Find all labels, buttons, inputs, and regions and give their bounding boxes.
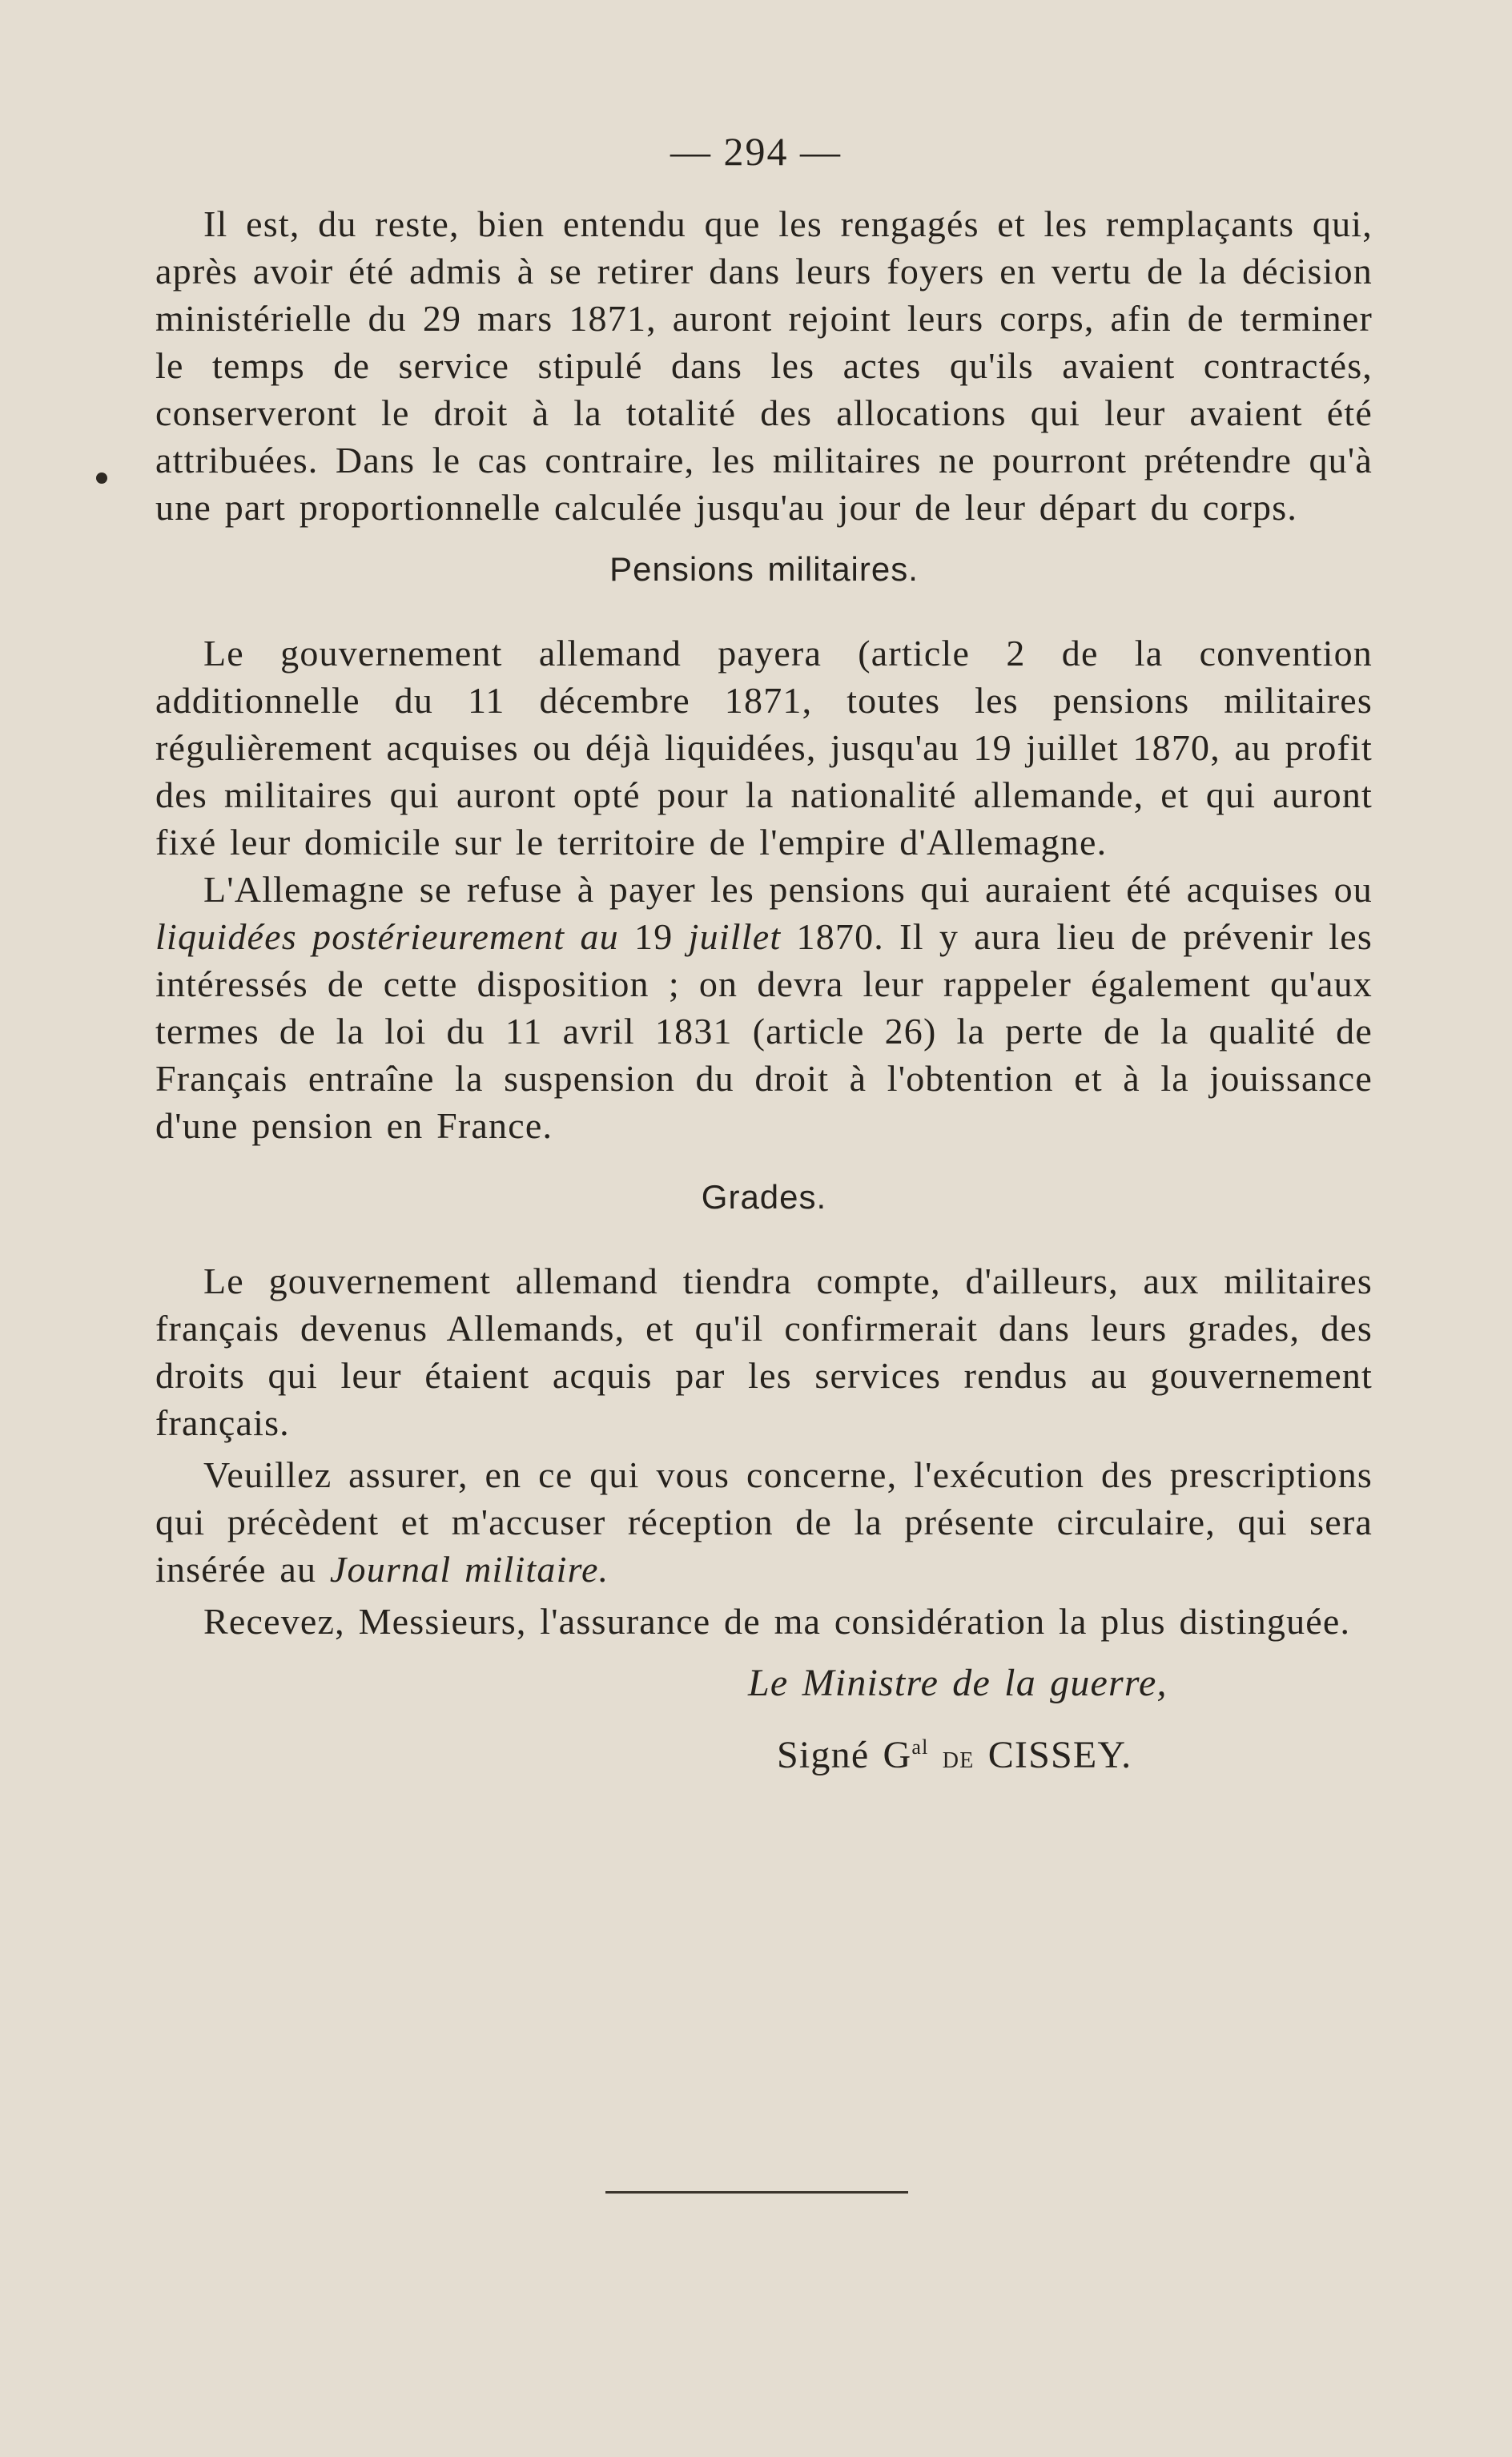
paragraph-rengages: Il est, du reste, bien entendu que les rengagés et les remplaçants qui, après avoir été admis à se retirer dans leurs foyers en vertu de la décision ministérielle du 29 mars 1871, auront rejoint leurs corps, afin de terminer le temps de service stipulé dans les actes qu'ils avaient contractés, conserveront le droit à la totalité des allocations qui leur avaient été attribuées. Dans le cas contraire, les militaires ne pourront prétendre qu'à une part proportionnelle calculée jusqu'au jour de leur départ du corps.: [155, 203, 1373, 528]
signature-name: CISSEY.: [987, 1734, 1132, 1776]
closing-rule: [605, 2191, 908, 2194]
text-segment: 19: [618, 916, 689, 957]
page-number: — 294 —: [670, 129, 842, 174]
text-segment: L'Allemagne se refuse à payer les pensions qui auraient été acquises ou: [203, 869, 1373, 910]
signature-line: [777, 1723, 1373, 1781]
text-segment: Veuillez assurer, en ce qui vous concerne, l'exécution des prescriptions qui précèdent et m'accuser réception de la présente circulaire, qui sera insérée au: [155, 1454, 1373, 1590]
italic-segment: juillet: [688, 916, 782, 957]
signature-particle: de: [942, 1739, 975, 1775]
paragraph-pensions: Le gouvernement allemand payera (article 2 de la convention additionnelle du 11 décembre 1871, toutes les pensions militaires régulièrement acquises ou déjà liquidées, jusqu'au 19 juillet 1870, au profit des militaires qui auront opté pour la nationalité allemande, et qui auront fixé leur domicile sur le territoire de l'empire d'Allemagne.: [155, 633, 1373, 863]
signature-sup: al: [911, 1735, 929, 1759]
paragraph-salutation: Recevez, Messieurs, l'assurance de ma considération la plus distinguée.: [203, 1601, 1351, 1642]
body-text: [155, 200, 1373, 1781]
signature-title: Le Ministre de la guerre,: [748, 1662, 1168, 1704]
italic-segment: liquidées postérieurement au: [155, 916, 619, 957]
paragraph-execution: [155, 1451, 1373, 1593]
signature-signed: Signé G: [777, 1734, 912, 1776]
paragraph-allemagne-refus: [155, 866, 1373, 1149]
text-segment: 1870. Il y aura lieu de prévenir les intéressés de cette disposition ; on devra leur rappeler également qu'aux termes de la loi du 11 avril 1831 (article 26) la perte de la qualité de Français entraîne la suspension du droit à l'obtention et à la jouissance d'une pension en France.: [155, 916, 1373, 1146]
heading-pensions: Pensions militaires.: [609, 550, 919, 588]
margin-mark: [96, 472, 107, 484]
paragraph-grades: Le gouvernement allemand tiendra compte, d'ailleurs, aux militaires français devenus Allemands, et qu'il confirmerait dans leurs grades, des droits qui leur étaient acquis par les services rendus au gouvernement français.: [155, 1261, 1373, 1443]
italic-segment: Journal militaire.: [329, 1549, 609, 1590]
heading-grades: Grades.: [701, 1178, 827, 1216]
